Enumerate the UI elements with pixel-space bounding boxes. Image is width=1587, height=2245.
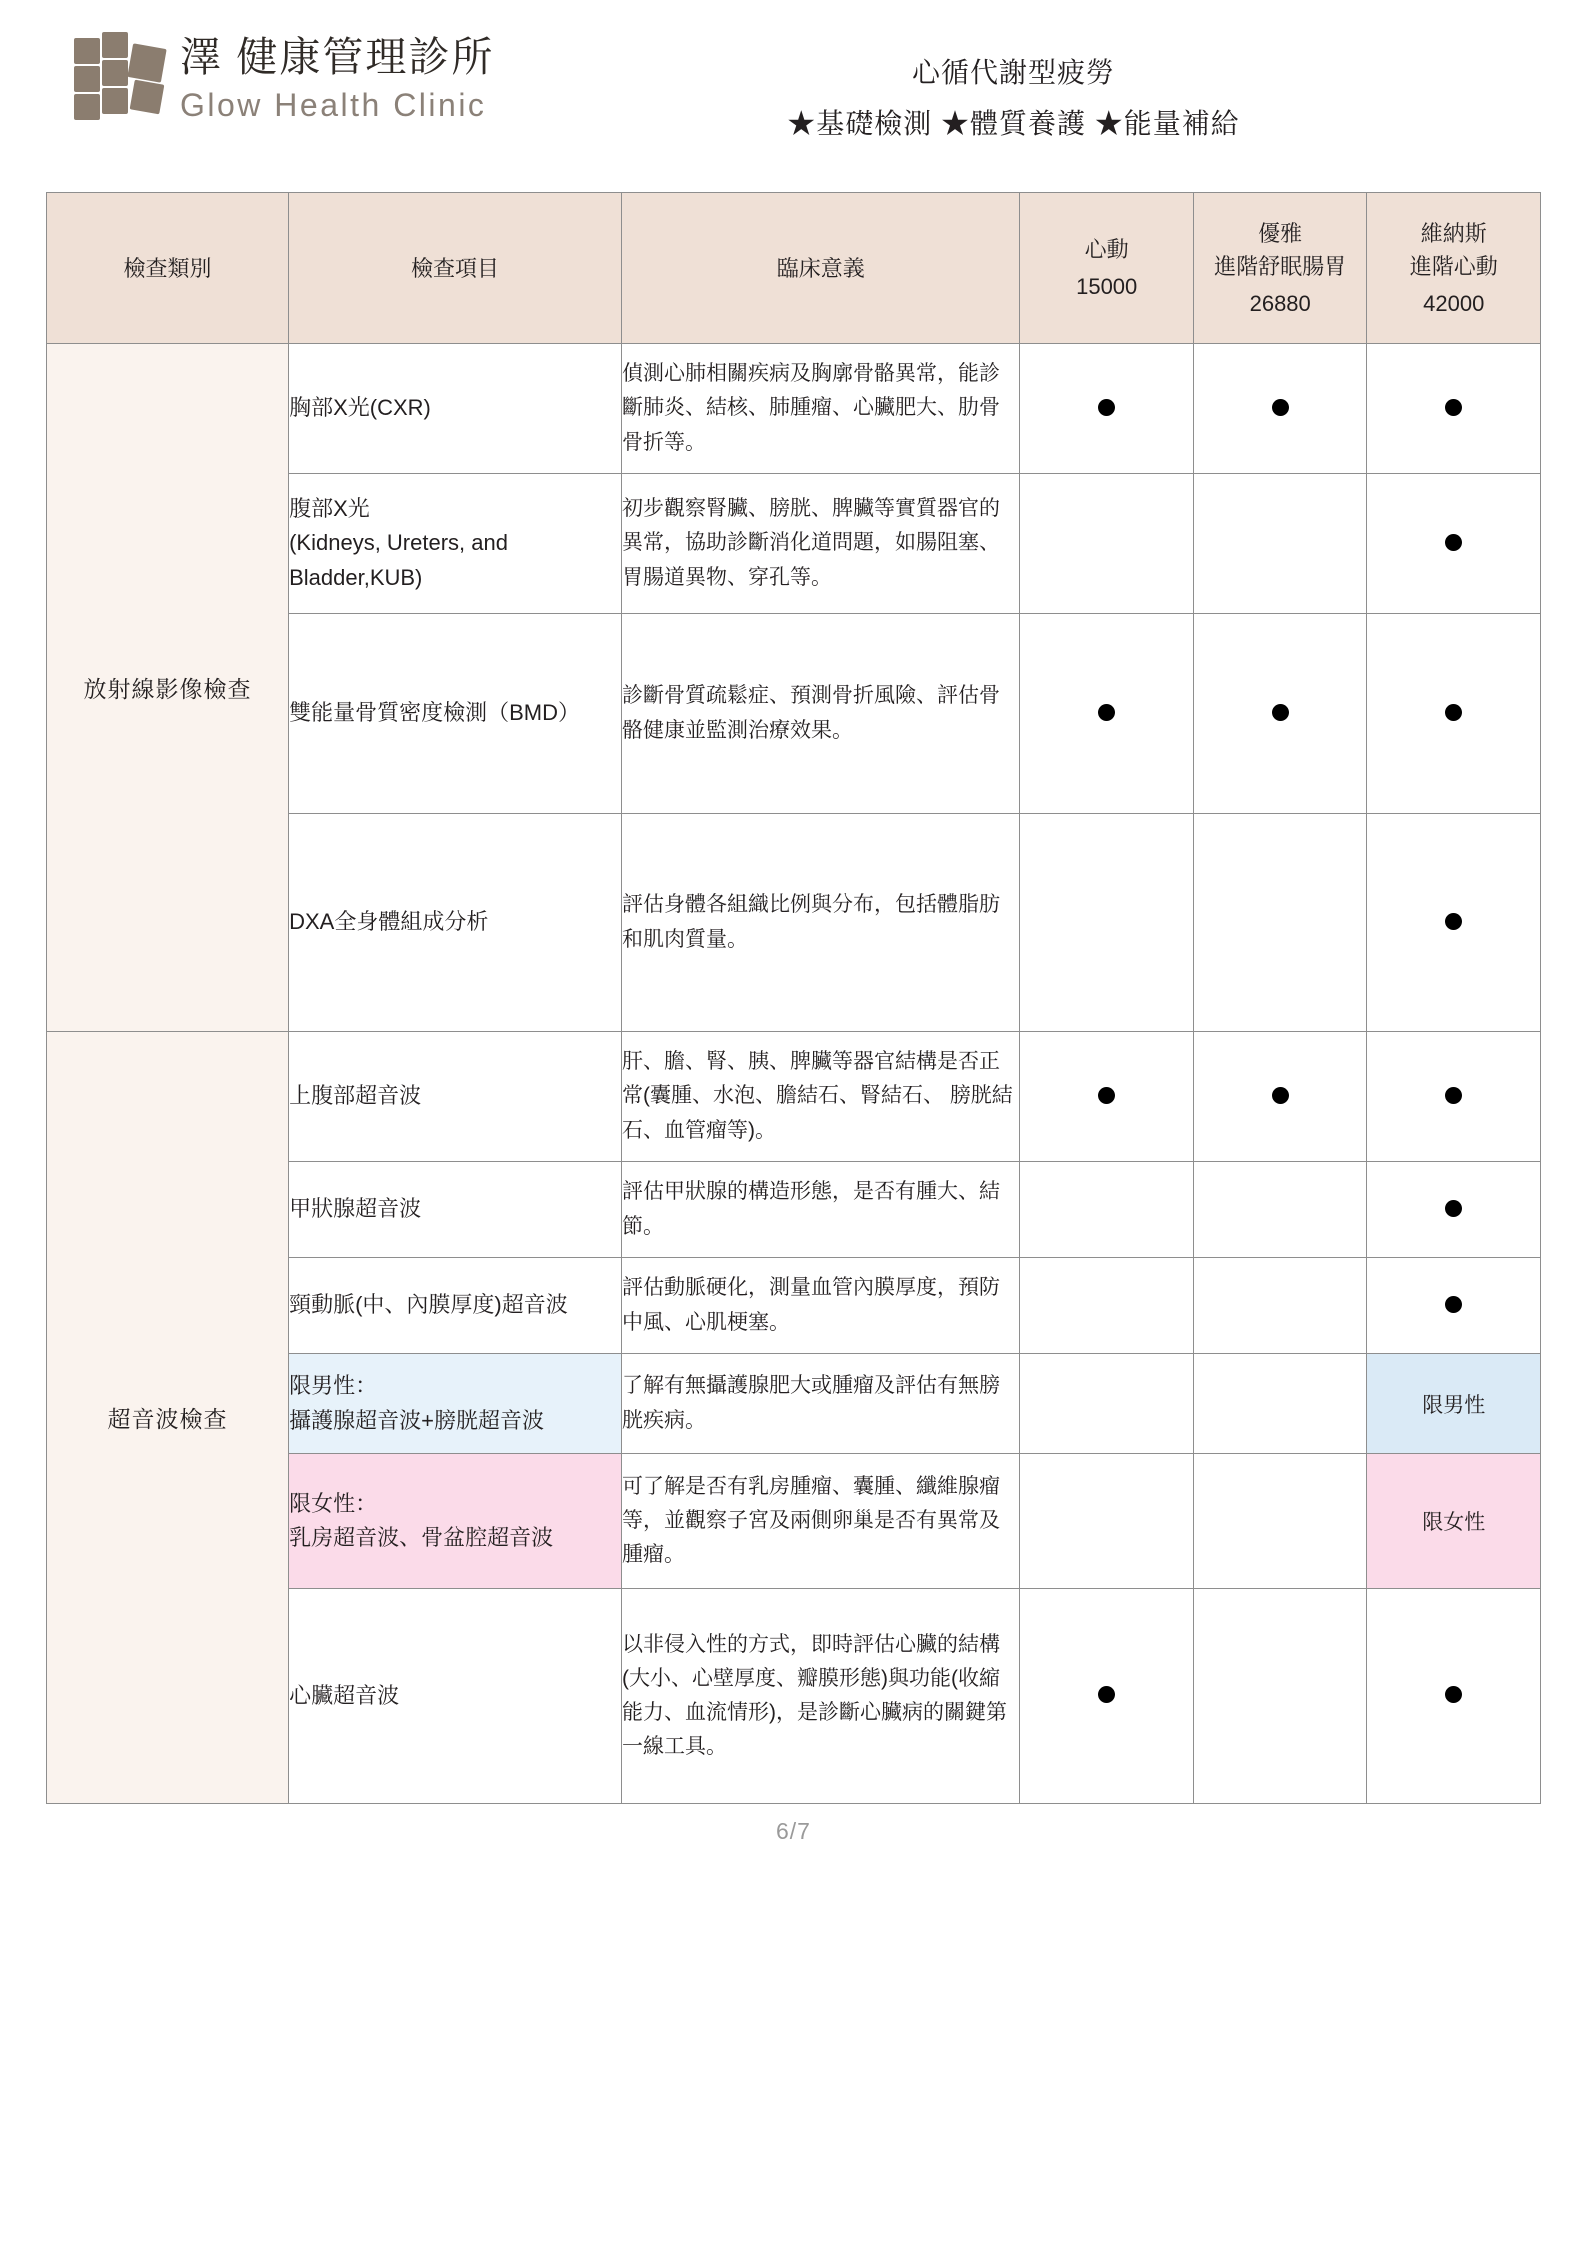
plan-2-name-line1: 優雅	[1258, 220, 1303, 246]
exam-item-line1: 限女性：	[289, 1490, 378, 1516]
plan-3-mark	[1367, 814, 1541, 1032]
header-plan-1	[1020, 193, 1194, 344]
plan-3-mark	[1367, 474, 1541, 614]
plan-2-mark	[1193, 474, 1367, 614]
plan-1-mark	[1020, 1162, 1194, 1258]
brand-name-cn: 澤 健康管理診所	[180, 33, 495, 80]
exam-meaning: 肝、膽、腎、胰、脾臟等器官結構是否正常(囊腫、水泡、膽結石、腎結石、 膀胱結石、血管瘤等)。	[621, 1032, 1019, 1162]
plan-2-mark	[1193, 1258, 1367, 1354]
exam-item-line2: (Kidneys, Ureters, and	[289, 530, 508, 556]
plan-1-mark	[1020, 814, 1194, 1032]
plan-1-name: 心動	[1084, 237, 1129, 262]
exam-item: DXA全身體組成分析	[289, 814, 622, 1032]
exam-item	[289, 474, 622, 614]
plan-2-mark	[1193, 344, 1367, 474]
header-meaning: 臨床意義	[621, 193, 1019, 344]
header-plan-2	[1193, 193, 1367, 344]
plan-3-mark	[1367, 344, 1541, 474]
exam-item: 心臟超音波	[289, 1589, 622, 1804]
plan-2-name-line2: 進階舒眠腸胃	[1214, 253, 1347, 279]
exam-meaning: 評估甲狀腺的構造形態，是否有腫大、結節。	[621, 1162, 1019, 1258]
exam-meaning: 評估身體各組織比例與分布，包括體脂肪和肌肉質量。	[621, 814, 1019, 1032]
plan-2-price: 26880	[1249, 290, 1311, 316]
plan-1-mark	[1020, 474, 1194, 614]
exam-item-line1: 限男性：	[289, 1373, 378, 1399]
exam-item: 上腹部超音波	[289, 1032, 622, 1162]
plan-3-mark	[1367, 1162, 1541, 1258]
page-header	[46, 30, 1541, 180]
title-line-2: ★基礎檢測 ★體質養護 ★能量補給	[787, 108, 1240, 139]
plan-2-mark	[1193, 1589, 1367, 1804]
plan-3-mark	[1367, 1032, 1541, 1162]
exam-item-line2: 乳房超音波、骨盆腔超音波	[289, 1525, 554, 1550]
exam-item	[289, 1354, 622, 1454]
exam-meaning: 以非侵入性的方式，即時評估心臟的結構(大小、心壁厚度、瓣膜形態)與功能(收縮能力、血流情形)，是診斷心臟病的關鍵第一線工具。	[621, 1589, 1019, 1804]
plan-1-mark	[1020, 614, 1194, 814]
plan-3-mark	[1367, 1258, 1541, 1354]
table-header-row	[47, 193, 1541, 344]
plan-2-mark	[1193, 1454, 1367, 1589]
plan-2-mark	[1193, 1354, 1367, 1454]
plan-1-mark	[1020, 1589, 1194, 1804]
plan-3-mark	[1367, 1589, 1541, 1804]
page-title	[606, 30, 1421, 147]
plan-2-mark	[1193, 1162, 1367, 1258]
brand-name-en: Glow Health Clinic	[180, 86, 487, 123]
plan-3-mark-male: 限男性	[1367, 1354, 1541, 1454]
exam-item-line2: 攝護腺超音波+膀胱超音波	[289, 1407, 544, 1433]
plan-3-name-line1: 維納斯	[1420, 220, 1487, 246]
plan-3-price: 42000	[1423, 290, 1485, 316]
plan-3-mark	[1367, 614, 1541, 814]
table-row	[47, 344, 1541, 474]
title-line-1: 心循代謝型疲勞	[911, 57, 1115, 88]
exam-meaning: 可了解是否有乳房腫瘤、囊腫、纖維腺瘤等，並觀察子宮及兩側卵巢是否有異常及腫瘤。	[621, 1454, 1019, 1589]
exam-meaning: 評估動脈硬化，測量血管內膜厚度，預防中風、心肌梗塞。	[621, 1258, 1019, 1354]
exam-item: 頸動脈(中、內膜厚度)超音波	[289, 1258, 622, 1354]
exam-item-line3: Bladder,KUB)	[289, 564, 423, 590]
exam-item: 甲狀腺超音波	[289, 1162, 622, 1258]
plan-1-price: 15000	[1076, 274, 1138, 299]
header-plan-3	[1367, 193, 1541, 344]
exam-item	[289, 1454, 622, 1589]
category-ultrasound: 超音波檢查	[47, 1032, 289, 1804]
exam-meaning: 診斷骨質疏鬆症、預測骨折風險、評估骨骼健康並監測治療效果。	[621, 614, 1019, 814]
plan-1-mark	[1020, 1454, 1194, 1589]
plan-2-mark	[1193, 614, 1367, 814]
plan-3-mark-female: 限女性	[1367, 1454, 1541, 1589]
exam-item-line1: 腹部X光	[289, 496, 370, 522]
exam-meaning: 初步觀察腎臟、膀胱、脾臟等實質器官的異常，協助診斷消化道問題，如腸阻塞、胃腸道異物、穿孔等。	[621, 474, 1019, 614]
plan-1-mark	[1020, 1032, 1194, 1162]
header-category: 檢查類別	[47, 193, 289, 344]
plan-2-mark	[1193, 814, 1367, 1032]
mosaic-leaf-logo-icon	[68, 30, 166, 128]
exam-item: 雙能量骨質密度檢測（BMD）	[289, 614, 622, 814]
brand-text	[180, 32, 494, 127]
plan-2-mark	[1193, 1032, 1367, 1162]
clinic-brand	[46, 30, 606, 128]
page-number: 6/7	[776, 1818, 811, 1844]
plan-1-mark	[1020, 1354, 1194, 1454]
plan-3-name-line2: 進階心動	[1409, 253, 1498, 279]
header-item: 檢查項目	[289, 193, 622, 344]
category-radiology: 放射線影像檢查	[47, 344, 289, 1032]
plan-1-mark	[1020, 344, 1194, 474]
exam-item: 胸部X光(CXR)	[289, 344, 622, 474]
exam-meaning: 了解有無攝護腺肥大或腫瘤及評估有無膀胱疾病。	[621, 1354, 1019, 1454]
exam-table	[46, 192, 1541, 1804]
exam-meaning: 偵測心肺相關疾病及胸廓骨骼異常，能診斷肺炎、結核、肺腫瘤、心臟肥大、肋骨骨折等。	[621, 344, 1019, 474]
plan-1-mark	[1020, 1258, 1194, 1354]
table-row	[47, 1032, 1541, 1162]
